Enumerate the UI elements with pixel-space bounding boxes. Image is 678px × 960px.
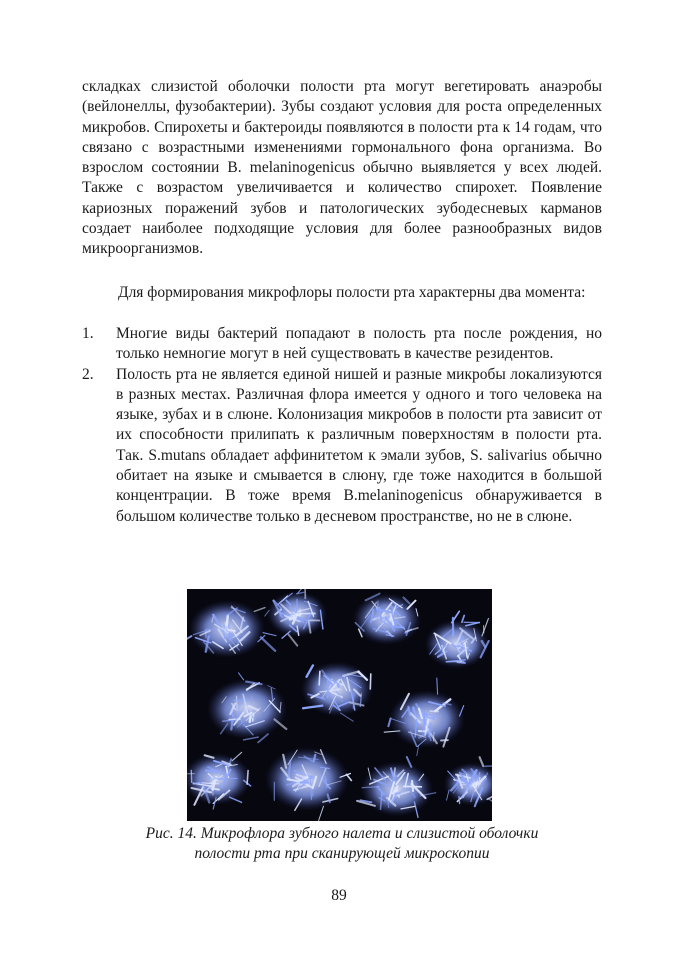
bacterium-filament [228, 630, 235, 631]
paragraph-1-text: складках слизистой оболочки полости рта могут вегетировать анаэробы (вейлонеллы, фузобактерии). Зубы создают условия для роста определенных микробов. Спирохеты и бактероиды появляются в полости рта к 14 годам, что связано с возрастными изменениями гормонального фона организма. Во взрослом состоянии B. melaninogenicus обычно выявляется у всех людей. Также с возрастом увеличивается и количество спирохет. Появление кариозных поражений зубов и патологических зубодесневых карманов создает наиболее подходящие условия для более разнообразных видов микроорганизмов. [82, 78, 602, 258]
bacterium-filament [229, 719, 240, 720]
caption-line-2: полости рта при сканирующей микроскопии [194, 845, 490, 862]
bacterium-filament [227, 616, 228, 626]
figure-caption [82, 824, 602, 864]
bacterium-filament [213, 780, 214, 795]
bacterium-filament [314, 755, 316, 762]
paragraph-2 [82, 283, 602, 303]
micrograph-image [187, 589, 492, 821]
sem-micrograph-figure [187, 589, 492, 821]
numbered-list [82, 324, 602, 527]
bacterium-filament [408, 707, 410, 715]
bacterium-filament [319, 671, 320, 685]
bacterial-colony [189, 601, 265, 658]
list-item-text: Многие виды бактерий попадают в полость рта после рождения, но только немногие могут в ней существовать в качестве резидентов. [116, 325, 602, 363]
bacterium-filament [377, 601, 378, 620]
paragraph-2-text: Для формирования микрофлоры полости рта характерны два момента: [118, 284, 586, 301]
bacterium-filament [231, 720, 232, 730]
caption-line-1: Рис. 14. Микрофлора зубного налета и слизистой оболочки [145, 825, 539, 842]
bacterium-filament [370, 674, 371, 689]
bacterium-filament [459, 797, 460, 804]
bacterium-filament [297, 599, 298, 611]
page-number: 89 [331, 887, 347, 904]
list-item-text: Полость рта не является единой нишей и разные микробы локализуются в разных местах. Различная флора имеется у одного и того человека на языке, зубах и в слюне. Колонизация микробов в полости рта зависит от их способности прилипать к различным поверхностям в полости рта. Так. S.mutans обладает аффинитетом к эмали зубов, S. salivarius обычно обитает на языке и смывается в слюну, где тоже находится в большой концентрации. В тоже время B.melaninogenicus обнаруживается в большом количестве только в десневом пространстве, но не в слюне. [116, 365, 602, 525]
bacterium-filament [208, 778, 222, 779]
bacterium-filament [485, 766, 492, 767]
list-item [82, 365, 602, 527]
bacterium-filament [237, 696, 238, 711]
bacterium-filament [458, 662, 465, 663]
list-item-number: 1. [82, 325, 94, 342]
bacterium-filament [247, 771, 248, 785]
list-item-number: 2. [82, 365, 94, 383]
list-item [82, 324, 602, 365]
paragraph-1 [82, 77, 602, 260]
